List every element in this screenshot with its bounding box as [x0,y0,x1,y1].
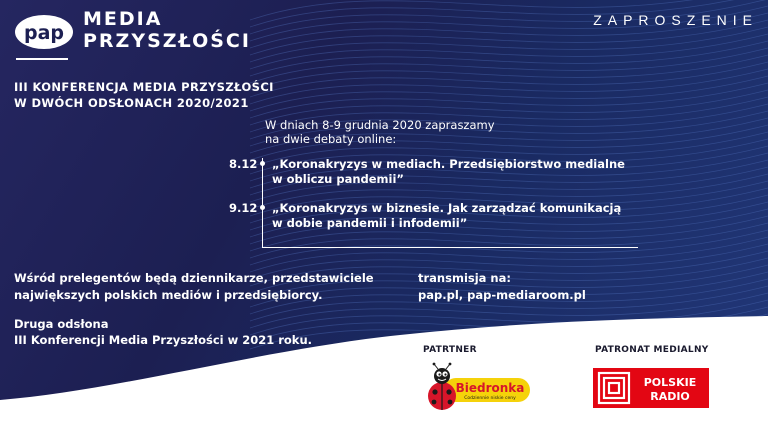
debate-title-1 [272,157,625,187]
brand-line-1: MEDIA [83,8,163,30]
debate-date-1: 8.12 [229,157,258,171]
patron-label: PATRONAT MEDIALNY [595,345,709,355]
speakers-line-1: Wśród prelegentów będą dziennikarze, przedstawiciele [14,271,374,285]
radio-line-2: RADIO [650,390,690,403]
brand-line-2: PRZYSZŁOŚCI [83,30,251,52]
intro-line-1: W dniach 8-9 grudnia 2020 zapraszamy [265,118,495,132]
logo-divider [16,58,68,60]
debate-2-line-1: „Koronakryzys w biznesie. Jak zarządzać komunikacją [272,201,622,215]
debate-1-line-1: „Koronakryzys w mediach. Przedsiębiorstwo medialne [272,157,625,171]
pap-logo [14,14,74,50]
intro-line-2: na dwie debaty online: [265,132,397,146]
radio-line-1: POLSKIE [643,376,697,389]
timeline-dot [260,161,265,166]
transmission-label: transmisja na: [418,271,511,285]
biedronka-tagline: Codziennie niskie ceny [464,396,516,401]
debate-title-2 [272,201,621,231]
intro-text [265,118,495,146]
timeline-vertical-line [262,158,263,248]
biedronka-logo [420,362,532,412]
speakers-line-2: największych polskich mediów i przedsiębiorcy. [14,288,323,302]
debate-1-line-2: w obliczu pandemii” [272,172,404,186]
speakers-text [14,270,374,304]
timeline-dot [260,205,265,210]
transmission-sites[interactable]: pap.pl, pap-mediaroom.pl [418,288,586,302]
second-edition-line-1: Druga odsłona [14,317,109,331]
debate-2-line-2: w dobie pandemii i infodemii” [272,216,468,230]
timeline-horizontal-line [262,247,638,248]
polskie-radio-logo [593,368,709,408]
conference-title [14,79,274,111]
transmission-info [418,270,586,304]
conference-line-2: W DWÓCH ODSŁONACH 2020/2021 [14,96,249,110]
ladybug-icon [428,363,456,410]
biedronka-name: Biedronka [455,381,525,395]
logo-text: pap [23,22,65,44]
second-edition-line-2: III Konferencji Media Przyszłości w 2021 roku. [14,333,313,347]
brand-title [83,8,251,52]
debate-date-2: 9.12 [229,201,258,215]
partner-label: PATRTNER [423,345,477,355]
conference-line-1: III KONFERENCJA MEDIA PRZYSZŁOŚCI [14,80,274,94]
second-edition-text [14,316,312,348]
invite-heading: ZAPROSZENIE [593,12,758,28]
